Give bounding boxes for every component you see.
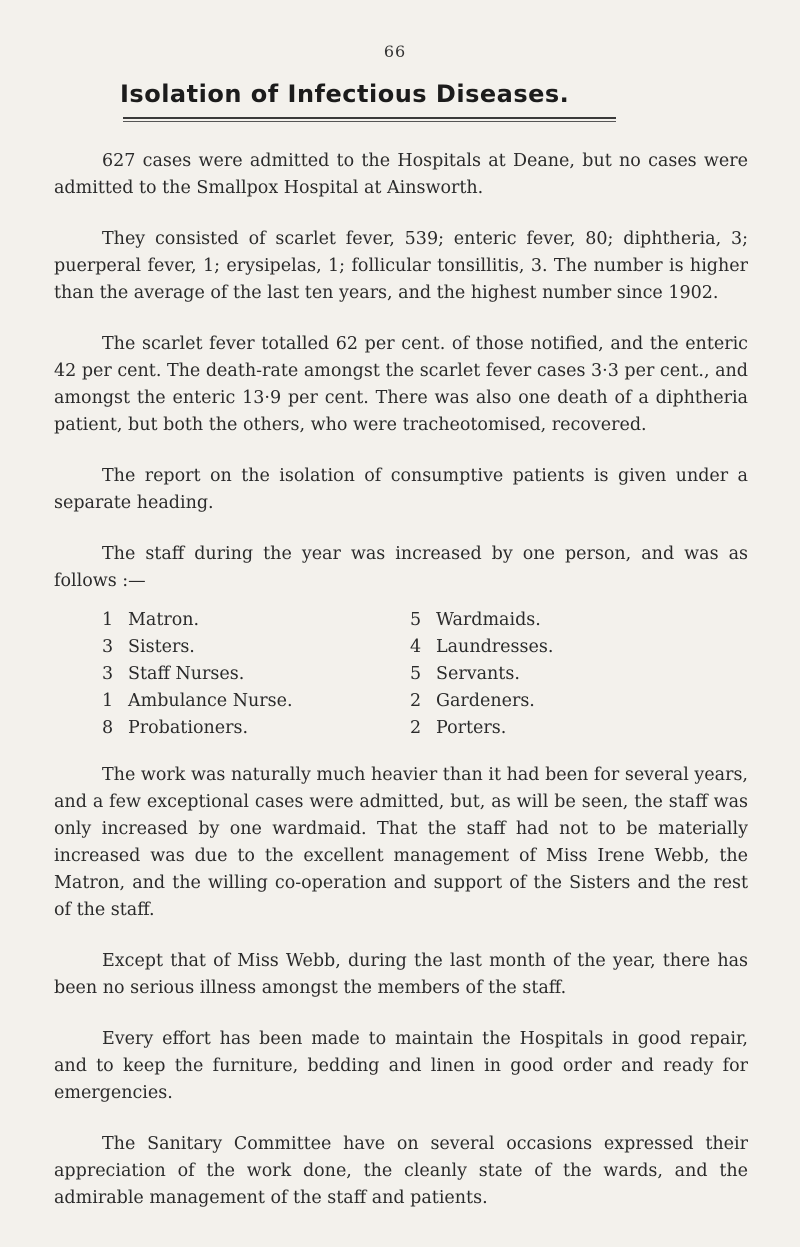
staff-count: 8 — [102, 718, 114, 738]
staff-count: 5 — [410, 610, 422, 630]
staff-role: Laundresses. — [436, 637, 554, 657]
paragraph: The work was naturally much heavier than it had been for several years, and a few exceptional cases were admitted, but, as will be seen, the staff was only increased by one wardmaid. That the staff had not to be materially increased was due to the excellent management of Miss Irene Webb, the Matron, and the willing co-operation and support of the Sisters and the rest of the staff. — [54, 765, 748, 920]
paragraph: The Sanitary Committee have on several occasions expressed their appreciation of the work done, the cleanly state of the wards, and the admirable management of the staff and patients. — [54, 1134, 748, 1208]
staff-role: Staff Nurses. — [128, 664, 245, 684]
page-number: 66 — [383, 42, 407, 61]
staff-count: 2 — [410, 718, 422, 738]
staff-count: 3 — [102, 664, 114, 684]
staff-role: Gardeners. — [436, 691, 535, 711]
staff-count: 2 — [410, 691, 422, 711]
heading-rule-thin — [123, 121, 616, 122]
staff-role: Matron. — [128, 610, 200, 630]
paragraph: They consisted of scarlet fever, 539; enteric fever, 80; diphtheria, 3; puerperal fever, 1; erysipelas, 1; follicular tonsillitis, 3. The number is higher than the average of the last ten years, and the highest number since 1902. — [54, 229, 748, 303]
staff-role: Wardmaids. — [436, 610, 541, 630]
staff-role: Ambulance Nurse. — [128, 691, 293, 711]
body-text — [54, 148, 748, 1236]
staff-item — [102, 715, 410, 742]
staff-item — [102, 661, 410, 688]
heading-rule — [123, 117, 616, 119]
staff-item — [102, 634, 410, 661]
paragraph: Except that of Miss Webb, during the last month of the year, there has been no serious illness amongst the members of the staff. — [54, 951, 748, 998]
staff-item — [410, 634, 710, 661]
staff-role: Probationers. — [128, 718, 249, 738]
staff-role: Servants. — [436, 664, 520, 684]
staff-count: 4 — [410, 637, 422, 657]
staff-count: 3 — [102, 637, 114, 657]
staff-role: Sisters. — [128, 637, 195, 657]
staff-count: 1 — [102, 610, 114, 630]
paragraph: 627 cases were admitted to the Hospitals at Deane, but no cases were admitted to the Smallpox Hospital at Ainsworth. — [54, 151, 748, 198]
staff-item — [102, 688, 410, 715]
paragraph: Every effort has been made to maintain the Hospitals in good repair, and to keep the furniture, bedding and linen in good order and ready for emergencies. — [54, 1029, 748, 1103]
paragraph: The report on the isolation of consumptive patients is given under a separate heading. — [54, 466, 748, 513]
staff-list — [102, 607, 748, 742]
staff-count: 1 — [102, 691, 114, 711]
staff-item — [410, 715, 710, 742]
staff-item — [410, 607, 710, 634]
staff-count: 5 — [410, 664, 422, 684]
section-heading: Isolation of Infectious Diseases. — [120, 80, 570, 108]
staff-item — [102, 607, 410, 634]
paragraph: The staff during the year was increased by one person, and was as follows :— — [54, 544, 748, 591]
paragraph: The scarlet fever totalled 62 per cent. of those notified, and the enteric 42 per cent. The death-rate amongst the scarlet fever cases 3·3 per cent., and amongst the enteric 13·9 per cent. There was also one death of a diphtheria patient, but both the others, who were tracheotomised, recovered. — [54, 334, 748, 435]
staff-item — [410, 688, 710, 715]
staff-item — [410, 661, 710, 688]
staff-role: Porters. — [436, 718, 507, 738]
